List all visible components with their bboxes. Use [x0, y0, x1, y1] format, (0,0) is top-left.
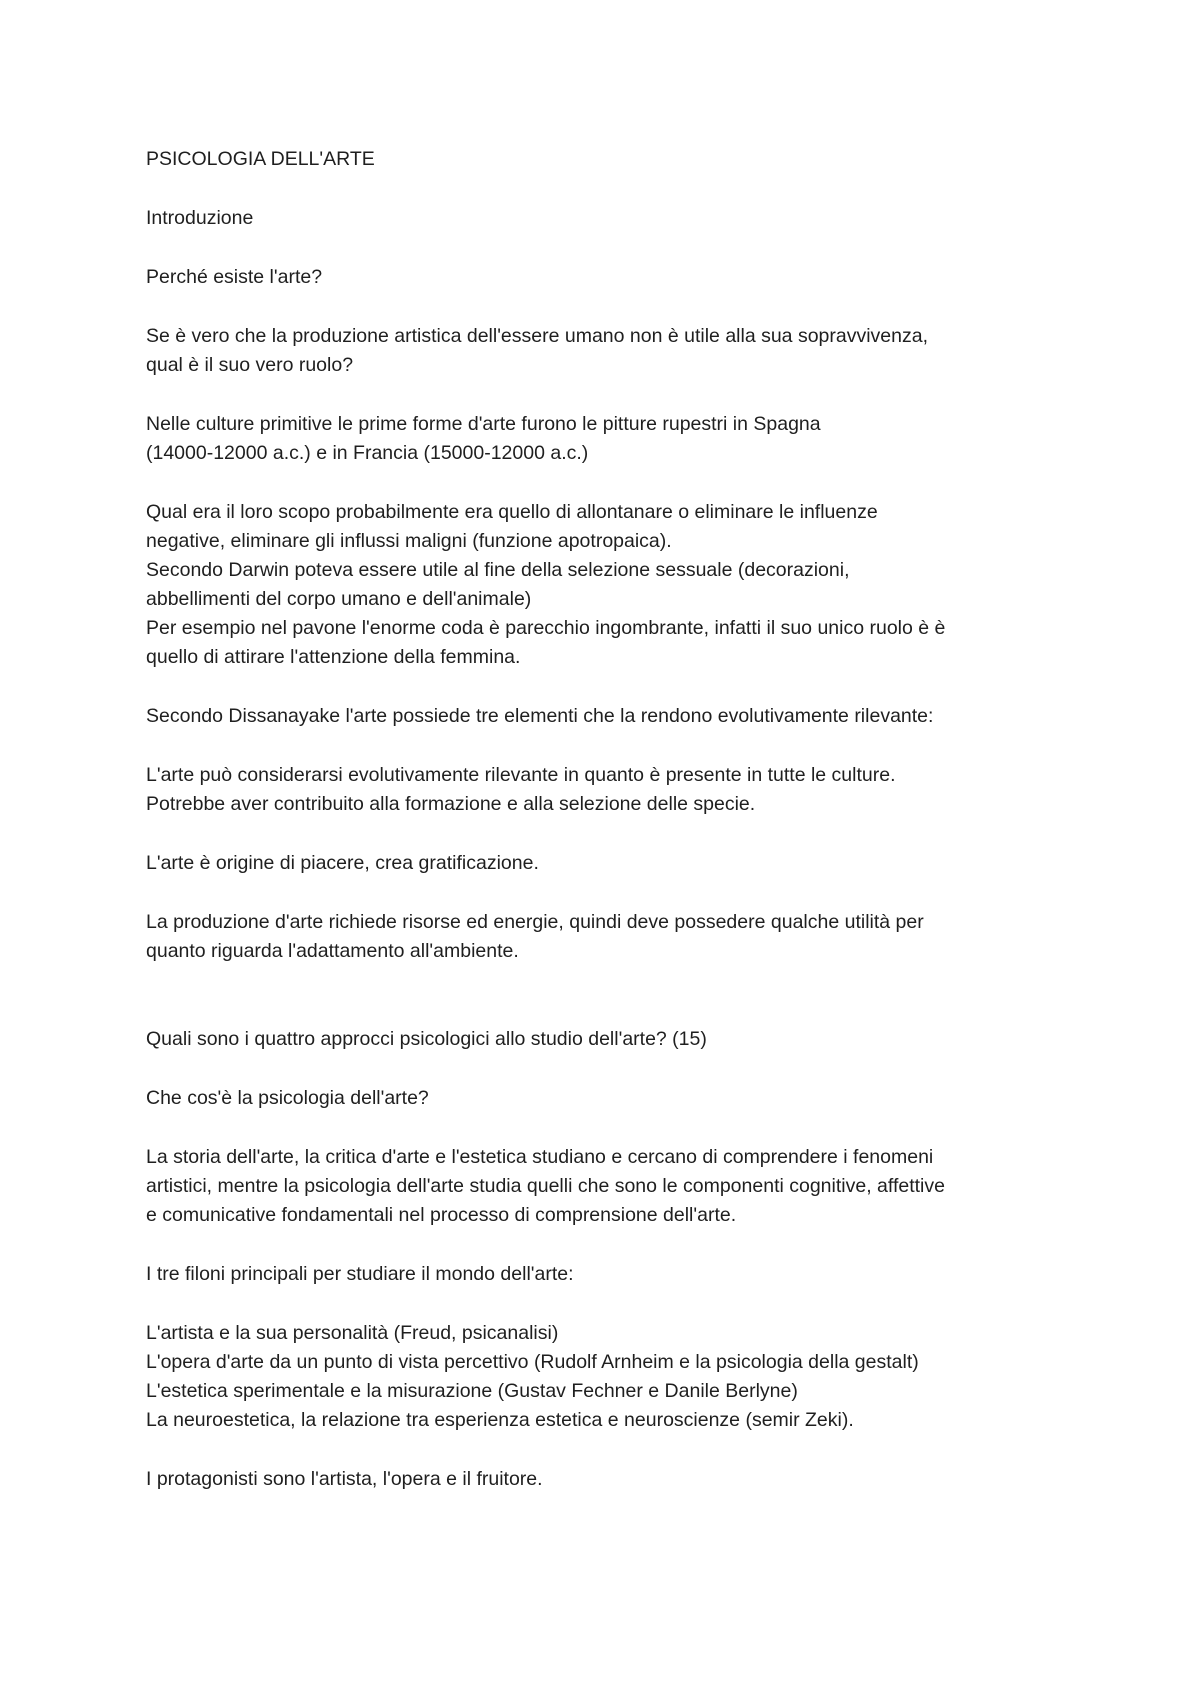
paragraph-tre-filoni: I tre filoni principali per studiare il mondo dell'arte: — [146, 1263, 574, 1285]
paragraph-line: e comunicative fondamentali nel processo di comprensione dell'arte. — [146, 1204, 737, 1226]
paragraph-pitture-rupestri — [146, 410, 1086, 468]
paragraph-line: negative, eliminare gli influssi maligni (funzione apotropaica). — [146, 530, 672, 552]
list-item: L'artista e la sua personalità (Freud, psicanalisi) — [146, 1322, 559, 1344]
paragraph-rilevanza-evolutiva — [146, 761, 1086, 819]
paragraph-line: artistici, mentre la psicologia dell'arte studia quelli che sono le componenti cognitive, affettive — [146, 1175, 945, 1197]
paragraph-protagonisti: I protagonisti sono l'artista, l'opera e il fruitore. — [146, 1468, 543, 1490]
question-cos-e-psicologia-arte: Che cos'è la psicologia dell'arte? — [146, 1087, 429, 1109]
question-quattro-approcci: Quali sono i quattro approcci psicologici allo studio dell'arte? (15) — [146, 1028, 707, 1050]
paragraph-line: Per esempio nel pavone l'enorme coda è parecchio ingombrante, infatti il suo unico ruolo è è — [146, 617, 946, 639]
paragraph-line: Potrebbe aver contribuito alla formazione e alla selezione delle specie. — [146, 793, 756, 815]
paragraph-storia-critica-estetica — [146, 1143, 1086, 1230]
paragraph-line: qual è il suo vero ruolo? — [146, 354, 354, 376]
paragraph-line: La produzione d'arte richiede risorse ed energie, quindi deve possedere qualche utilità per — [146, 911, 924, 933]
paragraph-line: L'arte può considerarsi evolutivamente rilevante in quanto è presente in tutte le culture. — [146, 764, 896, 786]
paragraph-line: quello di attirare l'attenzione della femmina. — [146, 646, 521, 668]
paragraph-line: quanto riguarda l'adattamento all'ambiente. — [146, 940, 519, 962]
paragraph-dissanayake: Secondo Dissanayake l'arte possiede tre elementi che la rendono evolutivamente rilevante: — [146, 705, 934, 727]
list-item: La neuroestetica, la relazione tra esperienza estetica e neuroscienze (semir Zeki). — [146, 1409, 854, 1431]
question-perche-esiste-arte: Perché esiste l'arte? — [146, 266, 323, 288]
paragraph-line: La storia dell'arte, la critica d'arte e l'estetica studiano e cercano di comprendere i fenomeni — [146, 1146, 934, 1168]
list-item: L'opera d'arte da un punto di vista percettivo (Rudolf Arnheim e la psicologia della gestalt) — [146, 1351, 919, 1373]
paragraph-line: Se è vero che la produzione artistica dell'essere umano non è utile alla sua sopravvivenza, — [146, 325, 929, 347]
document-title: PSICOLOGIA DELL'ARTE — [146, 148, 375, 170]
paragraph-piacere: L'arte è origine di piacere, crea gratificazione. — [146, 852, 539, 874]
paragraph-line: Qual era il loro scopo probabilmente era quello di allontanare o eliminare le influenze — [146, 501, 878, 523]
paragraph-ruolo-arte — [146, 322, 1086, 380]
document-body — [146, 145, 1086, 1494]
list-item: L'estetica sperimentale e la misurazione (Gustav Fechner e Danile Berlyne) — [146, 1380, 798, 1402]
paragraph-scopo-darwin — [146, 498, 1086, 672]
list-filoni — [146, 1319, 1086, 1435]
paragraph-line: Nelle culture primitive le prime forme d'arte furono le pitture rupestri in Spagna — [146, 413, 821, 435]
paragraph-line: abbellimenti del corpo umano e dell'animale) — [146, 588, 532, 610]
paragraph-line: (14000-12000 a.c.) e in Francia (15000-12000 a.c.) — [146, 442, 589, 464]
section-heading-introduzione: Introduzione — [146, 207, 254, 229]
paragraph-line: Secondo Darwin poteva essere utile al fine della selezione sessuale (decorazioni, — [146, 559, 850, 581]
paragraph-risorse-energie — [146, 908, 1086, 966]
